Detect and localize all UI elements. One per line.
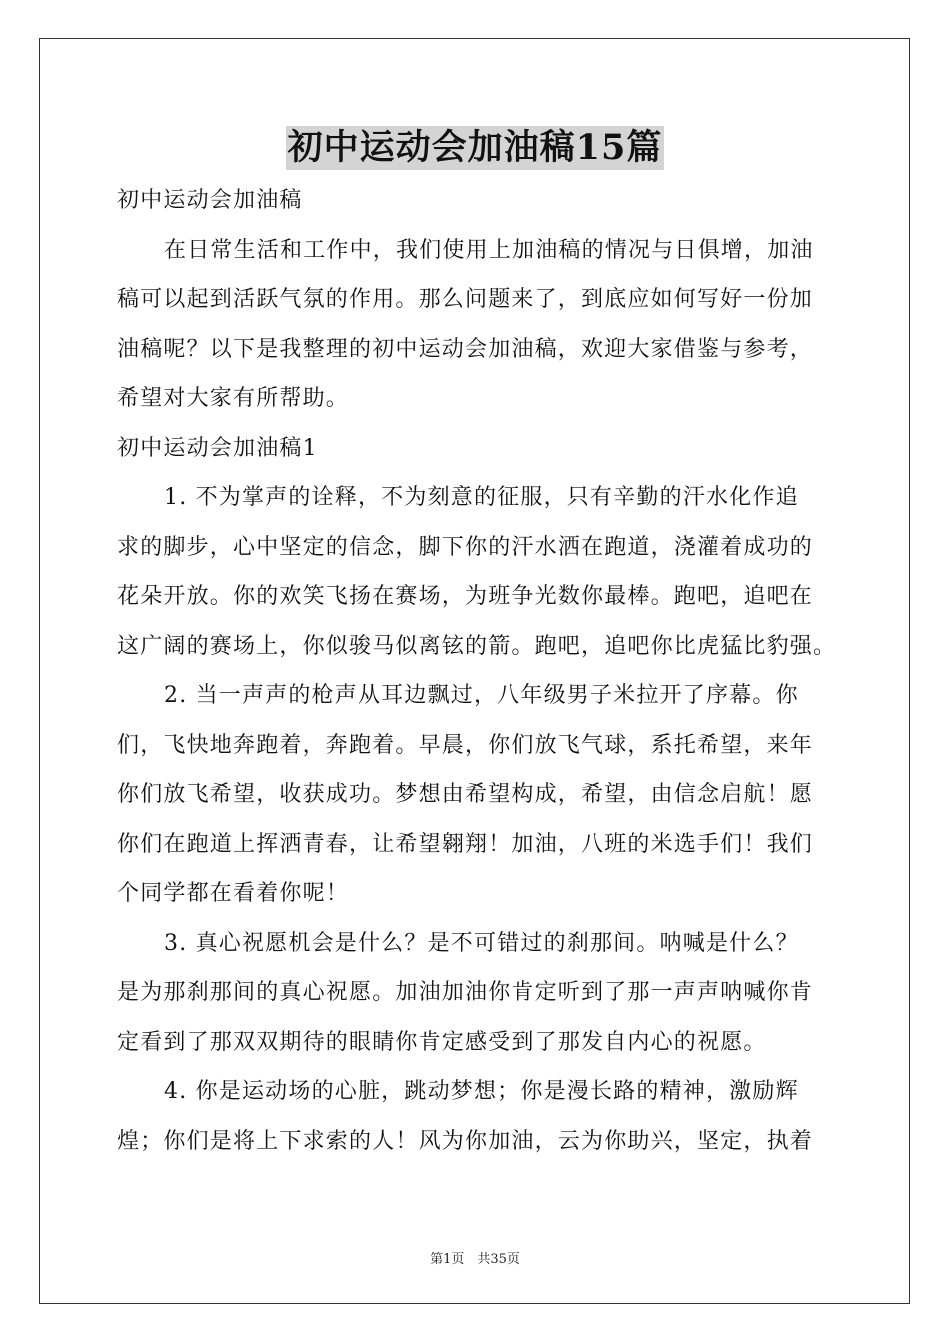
text-line: 求的脚步，心中坚定的信念，脚下你的汗水洒在跑道，浇灌着成功的: [117, 534, 814, 560]
text-line: 初中运动会加油稿1: [117, 435, 318, 461]
text-line: 油稿呢？以下是我整理的初中运动会加油稿，欢迎大家借鉴与参考，: [117, 336, 814, 362]
text-line: 在日常生活和工作中，我们使用上加油稿的情况与日俱增，加油: [164, 237, 814, 263]
text-line: 希望对大家有所帮助。: [117, 386, 350, 411]
text-line: 4. 你是运动场的心脏，跳动梦想；你是漫长路的精神，激励辉: [164, 1079, 799, 1104]
text-line: 个同学都在看着你呢！: [117, 881, 350, 906]
text-line: 花朵开放。你的欢笑飞扬在赛场，为班争光数你最棒。跑吧，追吧在: [117, 584, 814, 609]
text-line: 这广阔的赛场上，你似骏马似离铉的箭。跑吧，追吧你比虎猛比豹强。: [117, 633, 837, 659]
text-line: 稿可以起到活跃气氛的作用。那么问题来了，到底应如何写好一份加: [117, 287, 814, 312]
text-line: 你们放飞希望，收获成功。梦想由希望构成，希望，由信念启航！愿: [117, 782, 814, 807]
document-body: [117, 176, 857, 1166]
text-line: 你们在跑道上挥洒青春，让希望翱翔！加油，八班的米选手们！我们: [117, 831, 814, 857]
text-line: 定看到了那双双期待的眼睛你肯定感受到了那发自内心的祝愿。: [117, 1029, 767, 1055]
text-line: 2. 当一声声的枪声从耳边飘过，八年级男子米拉开了序幕。你: [164, 683, 799, 708]
text-line: 1. 不为掌声的诠释，不为刻意的征服，只有辛勤的汗水化作追: [164, 485, 799, 510]
text-line: 是为那刹那间的真心祝愿。加油加油你肯定听到了那一声声呐喊你肯: [117, 980, 814, 1005]
title-container: [0, 126, 950, 170]
page-footer: 第1页 共35页: [430, 1252, 520, 1267]
text-line: 3. 真心祝愿机会是什么？是不可错过的刹那间。呐喊是什么？: [164, 930, 799, 956]
document-title: 初中运动会加油稿15篇: [287, 127, 663, 168]
text-line: 初中运动会加油稿: [117, 188, 303, 213]
text-line: 们，飞快地奔跑着，奔跑着。早晨，你们放飞气球，系托希望，来年: [117, 732, 814, 758]
text-line: 煌；你们是将上下求索的人！风为你加油，云为你助兴，坚定，执着: [117, 1128, 814, 1154]
